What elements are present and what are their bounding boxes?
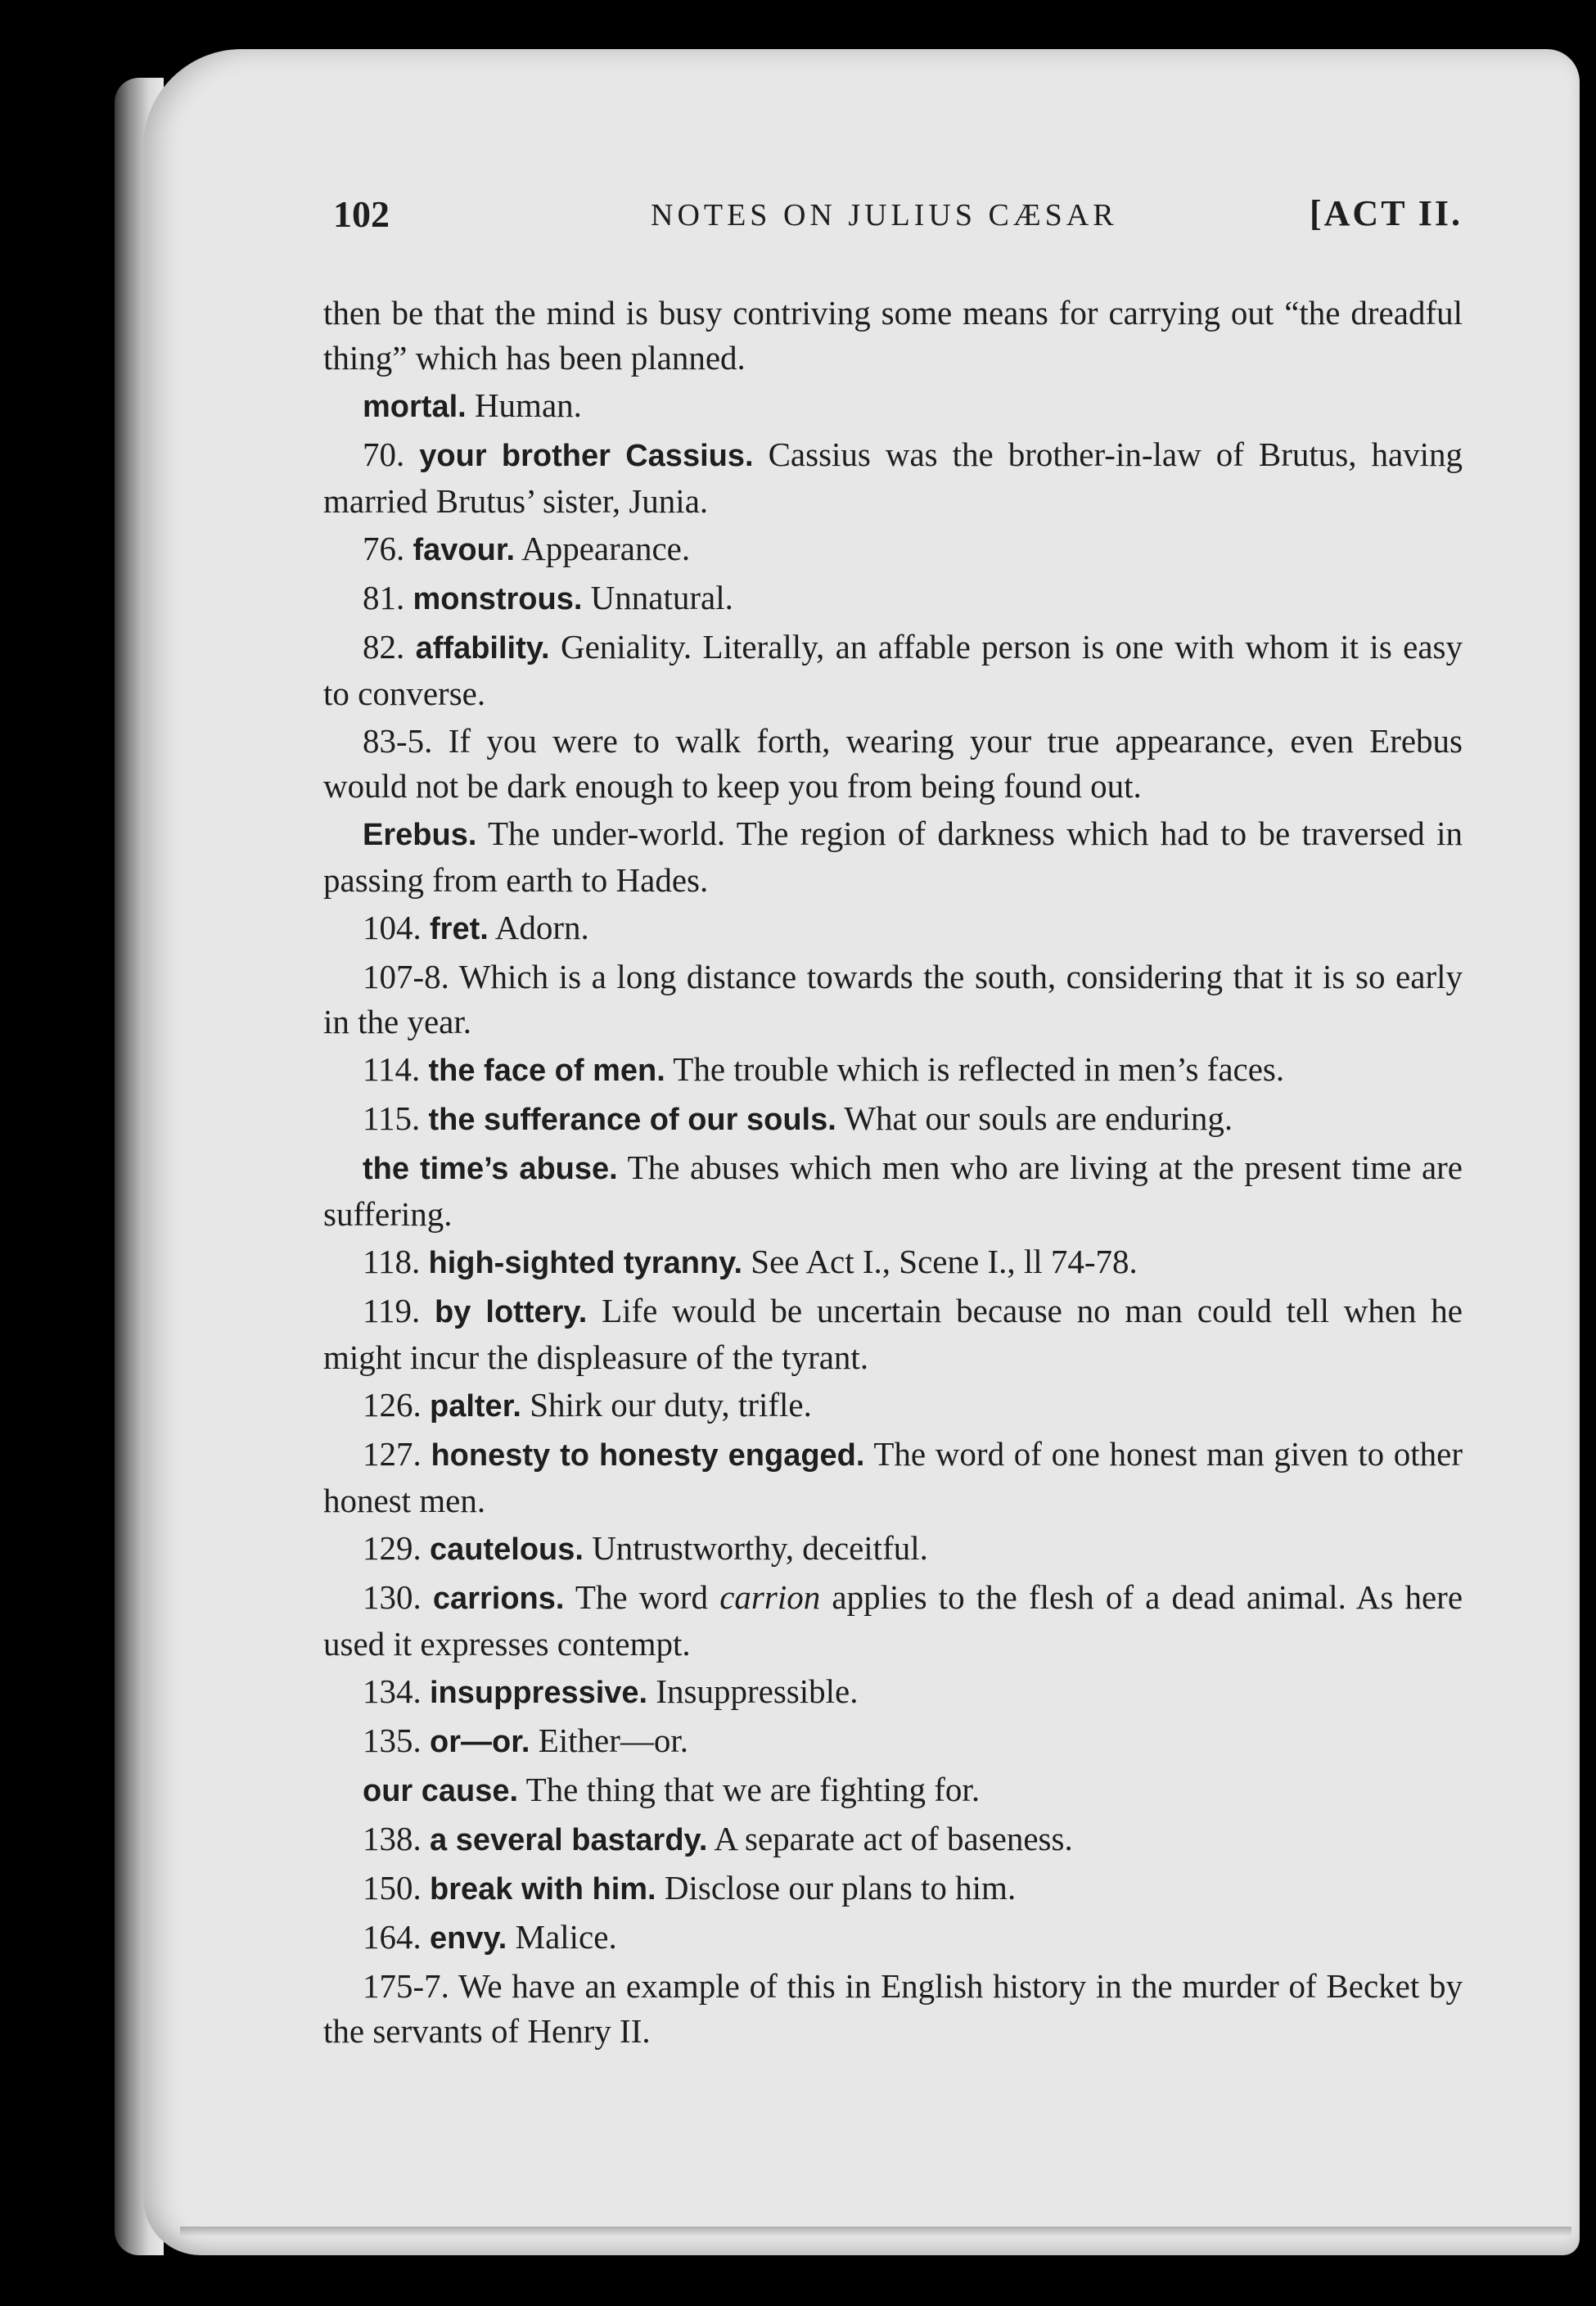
note-gloss: The under-world. The region of darkness which had to be traversed in passing from earth to Hades. <box>323 815 1463 899</box>
note-line-number: 130. <box>363 1578 422 1616</box>
note-term: break with him. <box>430 1872 656 1907</box>
note-gloss: Which is a long distance towards the south, considering that it is so early in the year. <box>323 958 1463 1040</box>
note-line-number: 70. <box>363 435 405 473</box>
note-line-number: 104. <box>363 909 422 946</box>
note-paragraph <box>323 1096 1463 1143</box>
note-gloss: If you were to walk forth, wearing your true appearance, even Erebus would not be dark enough to keep you from being found out. <box>323 722 1463 805</box>
note-term: the face of men. <box>428 1054 665 1088</box>
note-gloss: Cassius was the brother-in-law of Brutus, having married Brutus’ sister, Junia. <box>323 435 1463 520</box>
note-gloss: Adorn. <box>494 909 589 946</box>
running-head: NOTES ON JULIUS CÆSAR <box>651 198 1118 232</box>
note-gloss: The trouble which is reflected in men’s faces. <box>673 1050 1285 1088</box>
note-paragraph <box>323 1239 1463 1286</box>
note-paragraph <box>323 1816 1463 1863</box>
note-gloss: See Act I., Scene I., ll 74-78. <box>751 1243 1138 1280</box>
note-gloss: Insuppressible. <box>656 1672 859 1710</box>
note-paragraph <box>323 1669 1463 1716</box>
note-paragraph <box>323 625 1463 716</box>
note-paragraph <box>323 291 1463 381</box>
note-gloss: Disclose our plans to him. <box>664 1869 1017 1907</box>
note-line-number: 138. <box>363 1820 422 1857</box>
note-gloss: Geniality. Literally, an affable person is one with whom it is easy to converse. <box>323 628 1463 712</box>
note-line-number: 126. <box>363 1386 422 1424</box>
page-header <box>323 192 1463 250</box>
note-line-number: 134. <box>363 1672 422 1710</box>
note-term: affability. <box>415 631 550 666</box>
note-line-number: 76. <box>363 530 405 567</box>
note-gloss: Human. <box>474 386 582 424</box>
note-paragraph <box>323 1288 1463 1380</box>
note-paragraph <box>323 811 1463 903</box>
note-paragraph <box>323 383 1463 430</box>
note-term: the time’s abuse. <box>363 1152 618 1186</box>
note-gloss: We have an example of this in English history in the murder of Becket by the servants of Henry II. <box>323 1967 1463 2050</box>
note-line-number: 129. <box>363 1529 422 1567</box>
note-line-number: 114. <box>363 1050 421 1088</box>
note-gloss: The thing that we are fighting for. <box>525 1771 981 1808</box>
note-paragraph <box>323 432 1463 524</box>
note-term: by lottery. <box>435 1295 588 1329</box>
note-term: fret. <box>430 912 489 946</box>
note-gloss: The abuses which men who are living at the present time are suffering. <box>323 1148 1463 1233</box>
note-term: palter. <box>430 1389 521 1424</box>
act-label: [ACT II. <box>1309 193 1463 233</box>
notes-list <box>323 291 1463 2056</box>
note-paragraph <box>323 954 1463 1045</box>
note-paragraph <box>323 1145 1463 1237</box>
note-paragraph <box>323 1964 1463 2054</box>
note-term: your brother Cassius. <box>419 439 754 473</box>
note-term: cautelous. <box>430 1532 584 1567</box>
note-line-number: 164. <box>363 1918 422 1956</box>
note-paragraph <box>323 1383 1463 1429</box>
page-bottom-shadow <box>180 2227 1571 2236</box>
note-gloss: Malice. <box>515 1918 617 1956</box>
note-term: honesty to honesty engaged. <box>431 1438 865 1473</box>
note-gloss: applies to the flesh of a dead animal. As here used it expresses contempt. <box>323 1578 1463 1663</box>
note-term: carrions. <box>432 1582 565 1616</box>
note-line-number: 150. <box>363 1869 422 1907</box>
note-term: a several bastardy. <box>430 1823 708 1857</box>
note-line-number: 107-8. <box>363 958 449 995</box>
note-term: insuppressive. <box>430 1676 648 1710</box>
note-line-number: 118. <box>363 1243 421 1280</box>
note-gloss: Life would be uncertain because no man could tell when he might incur the displeasure of the tyrant. <box>323 1292 1463 1376</box>
note-line-number: 135. <box>363 1722 422 1759</box>
note-gloss: then be that the mind is busy contriving some means for carrying out “the dreadful thing” which has been planned. <box>323 294 1463 377</box>
note-term: mortal. <box>363 390 467 424</box>
note-paragraph <box>323 1767 1463 1814</box>
note-line-number: 127. <box>363 1435 422 1473</box>
note-gloss: Appearance. <box>521 530 691 567</box>
note-term: favour. <box>413 533 516 567</box>
note-gloss: The word <box>575 1578 709 1616</box>
note-term: envy. <box>430 1921 507 1956</box>
note-gloss: What our souls are enduring. <box>844 1099 1233 1137</box>
note-term: Erebus. <box>363 818 477 852</box>
note-paragraph <box>323 905 1463 952</box>
note-paragraph <box>323 526 1463 573</box>
note-gloss: The word of one honest man given to other honest men. <box>323 1435 1463 1519</box>
note-paragraph <box>323 1718 1463 1765</box>
note-line-number: 175-7. <box>363 1967 449 2005</box>
note-term: our cause. <box>363 1774 519 1808</box>
note-gloss: Shirk our duty, trifle. <box>530 1386 812 1424</box>
note-term: high-sighted tyranny. <box>428 1246 743 1280</box>
note-paragraph <box>323 719 1463 809</box>
note-paragraph <box>323 1526 1463 1573</box>
page-number: 102 <box>333 193 390 235</box>
note-line-number: 115. <box>363 1099 421 1137</box>
note-paragraph <box>323 1047 1463 1094</box>
note-paragraph <box>323 1915 1463 1961</box>
note-term: monstrous. <box>413 582 583 616</box>
note-gloss: Either—or. <box>538 1722 689 1759</box>
note-line-number: 119. <box>363 1292 421 1329</box>
note-paragraph <box>323 1866 1463 1912</box>
note-gloss: Unnatural. <box>590 579 733 616</box>
note-paragraph <box>323 575 1463 622</box>
note-gloss-italic: carrion <box>719 1578 821 1616</box>
note-gloss: Untrustworthy, deceitful. <box>592 1529 928 1567</box>
note-gloss: A separate act of baseness. <box>714 1820 1073 1857</box>
note-paragraph <box>323 1575 1463 1667</box>
note-paragraph <box>323 1432 1463 1523</box>
note-term: or—or. <box>430 1725 530 1759</box>
note-term: the sufferance of our souls. <box>428 1103 836 1137</box>
note-line-number: 83-5. <box>363 722 433 760</box>
note-line-number: 81. <box>363 579 405 616</box>
note-line-number: 82. <box>363 628 405 666</box>
